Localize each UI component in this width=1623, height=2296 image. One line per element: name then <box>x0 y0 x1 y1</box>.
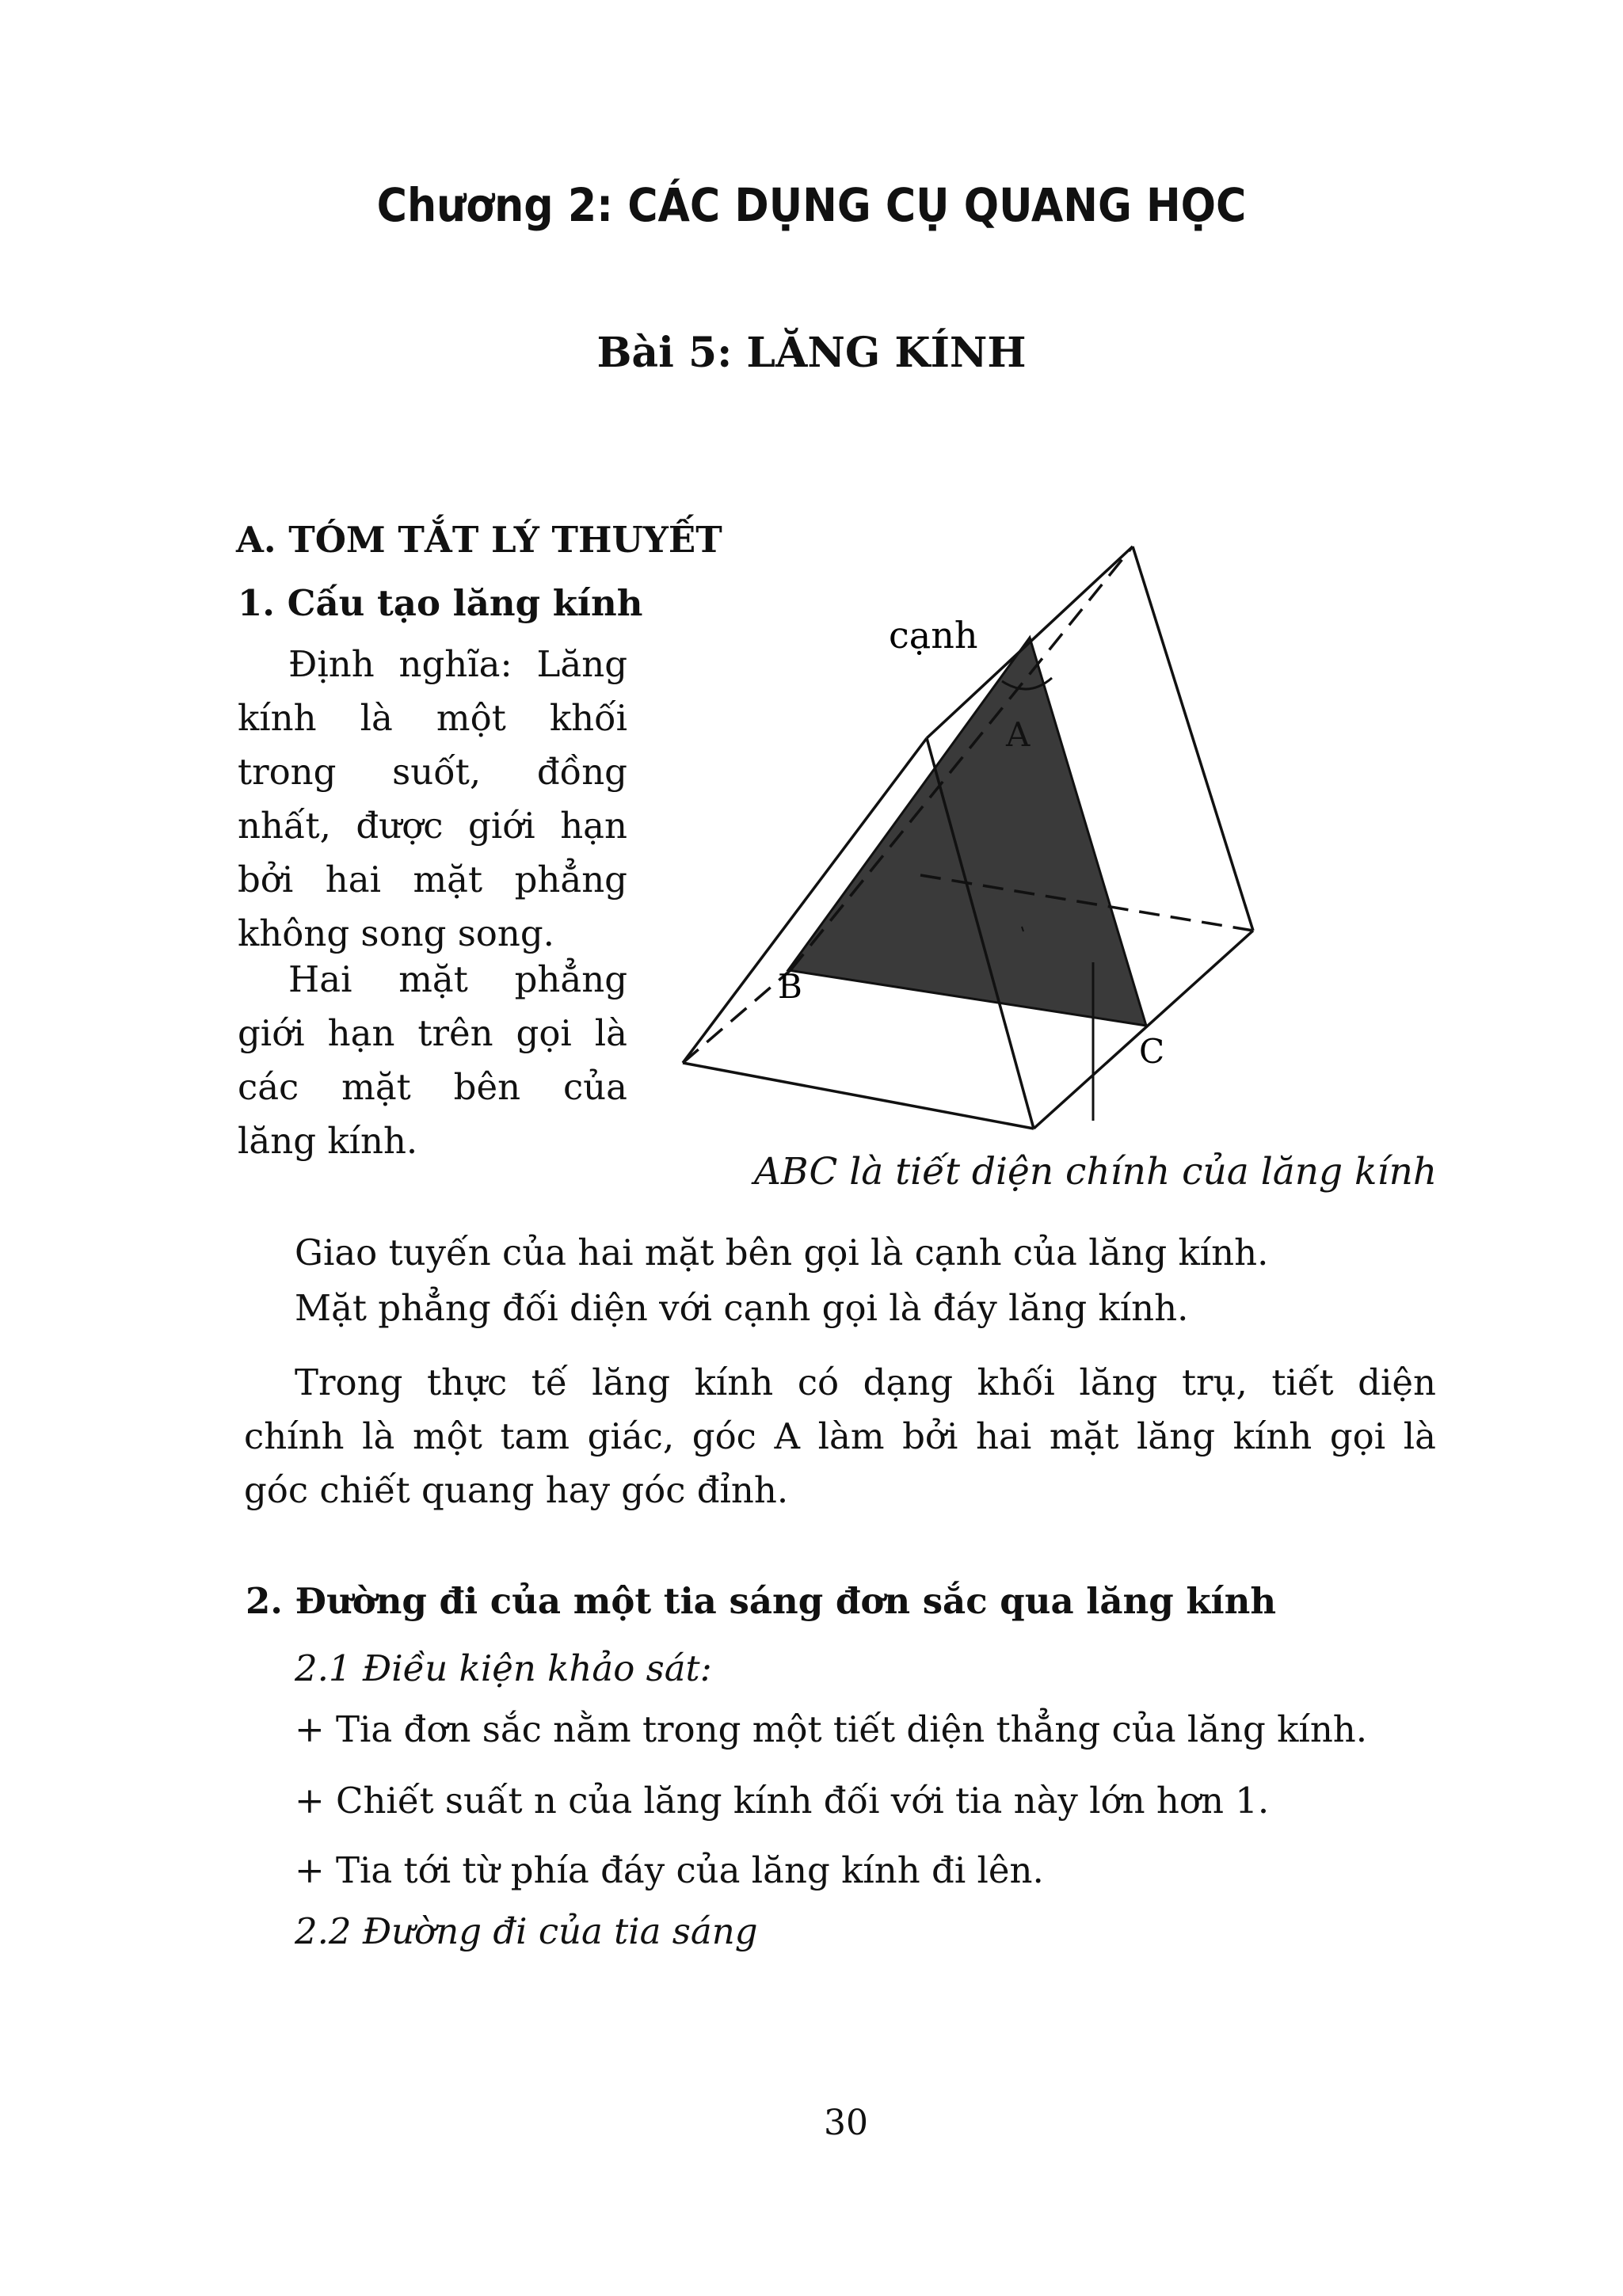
definition-line: Định nghĩa: Lăng <box>288 643 627 685</box>
prism-edge <box>683 1063 1034 1129</box>
practice-line: góc chiết quang hay góc đỉnh. <box>244 1469 789 1511</box>
prism-figure <box>665 531 1267 1133</box>
vertex-c-label: C <box>1139 1032 1165 1071</box>
vertex-b-label: B <box>778 967 802 1006</box>
faces-text <box>238 953 627 1168</box>
paragraph-base: Mặt phẳng đối diện với cạnh gọi là đáy lăng kính. <box>295 1287 1189 1329</box>
subsection-2-2-heading: 2.2 Đường đi của tia sáng <box>295 1910 758 1952</box>
practice-line: Trong thực tế lăng kính có dạng khối lăng trụ, tiết diện <box>295 1361 1436 1403</box>
paragraph-edge: Giao tuyến của hai mặt bên gọi là cạnh của lăng kính. <box>295 1232 1269 1274</box>
condition-item: + Chiết suất n của lăng kính đối với tia này lớn hơn 1. <box>295 1780 1270 1822</box>
faces-line: giới hạn trên gọi là <box>238 1012 627 1054</box>
lesson-title: Bài 5: LĂNG KÍNH <box>596 329 1027 377</box>
condition-item: + Tia đơn sắc nằm trong một tiết diện thẳng của lăng kính. <box>295 1708 1368 1750</box>
faces-line: Hai mặt phẳng <box>288 958 627 1000</box>
definition-line: nhất, được giới hạn <box>238 805 627 847</box>
section-a-heading: A. TÓM TẮT LÝ THUYẾT <box>236 519 722 561</box>
definition-line: bởi hai mặt phẳng <box>238 859 627 901</box>
prism-edge <box>1133 546 1253 931</box>
practice-line: chính là một tam giác, góc A làm bởi hai mặt lăng kính gọi là <box>244 1415 1436 1457</box>
definition-line: trong suốt, đồng <box>238 751 627 793</box>
figure-caption: ABC là tiết diện chính của lăng kính <box>754 1150 1438 1194</box>
subsection-2-1-heading: 2.1 Điều kiện khảo sát: <box>295 1647 712 1689</box>
edge-label: cạnh <box>889 614 978 657</box>
definition-line: không song song. <box>238 912 554 954</box>
vertex-a-label: A <box>1006 715 1031 754</box>
faces-line: các mặt bên của <box>238 1066 627 1108</box>
paragraph-practice <box>244 1356 1436 1517</box>
definition-text <box>238 638 627 961</box>
definition-line: kính là một khối <box>238 697 627 739</box>
faces-line: lăng kính. <box>238 1120 418 1162</box>
hidden-edge <box>683 970 791 1063</box>
condition-item: + Tia tới từ phía đáy của lăng kính đi lên. <box>295 1849 1044 1891</box>
subsection-2-heading: 2. Đường đi của một tia sáng đơn sắc qua lăng kính <box>246 1580 1277 1622</box>
subsection-1-heading: 1. Cấu tạo lăng kính <box>238 582 643 624</box>
chapter-title: Chương 2: CÁC DỤNG CỤ QUANG HỌC <box>376 178 1247 232</box>
page-number: 30 <box>824 2103 868 2143</box>
